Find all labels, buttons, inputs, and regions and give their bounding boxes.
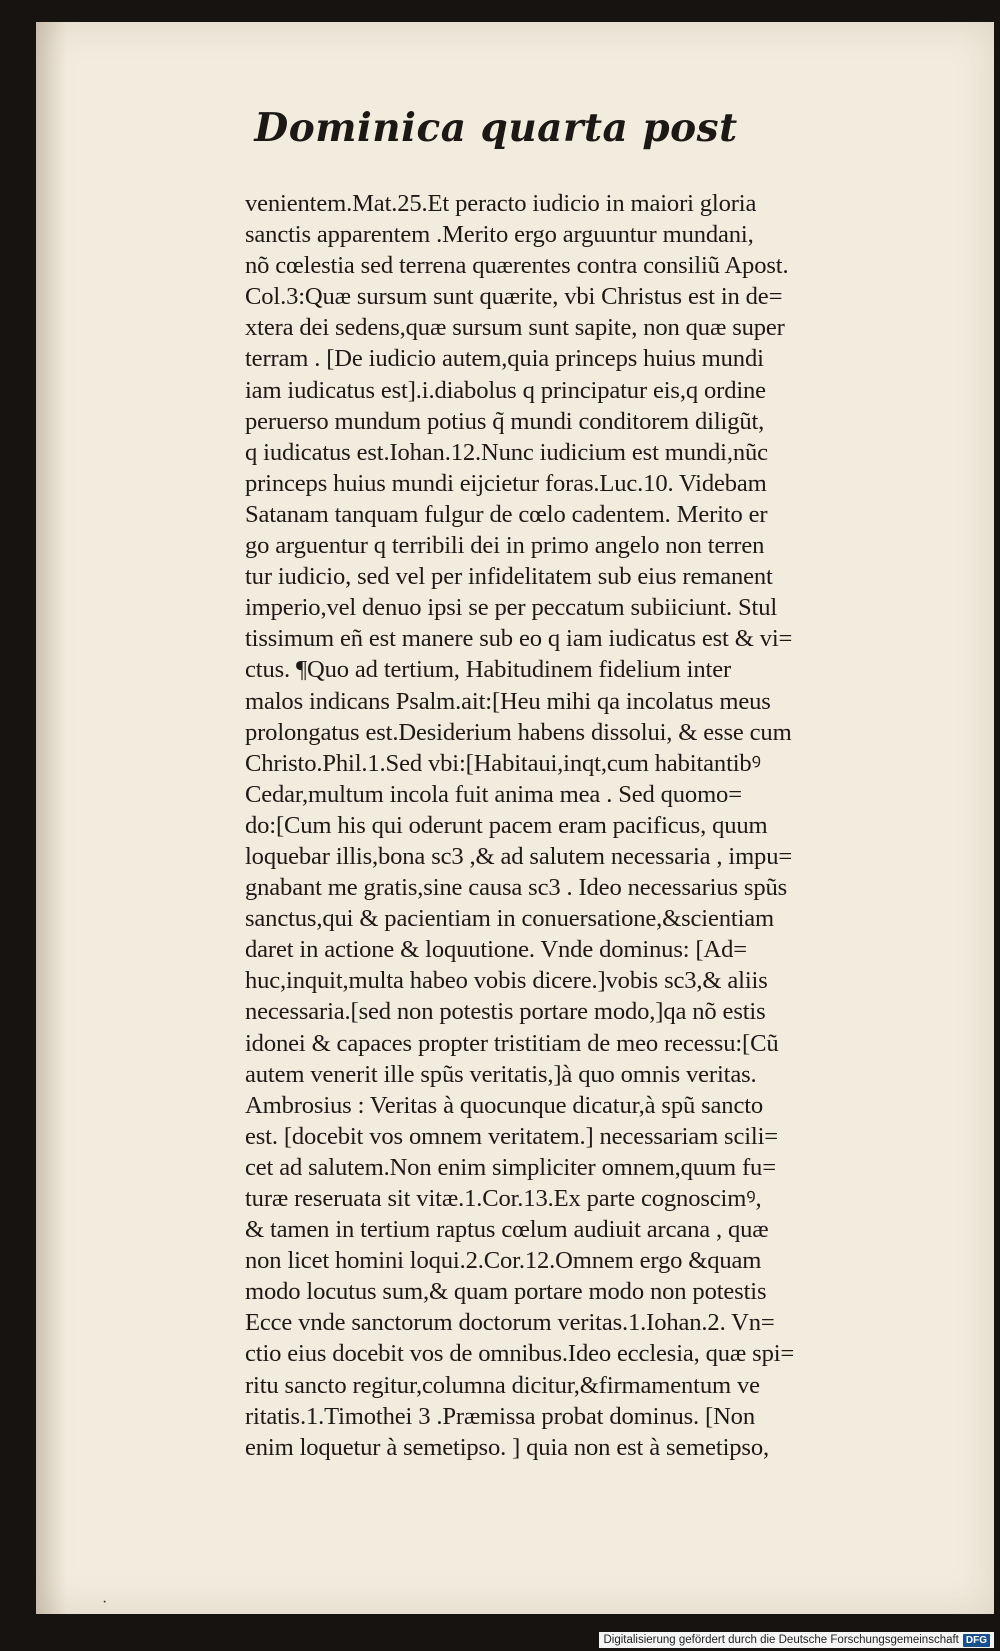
text-line: tur iudicio, sed vel per infidelitatem sub eius remanent — [245, 563, 773, 591]
text-line: do:[Cum his qui oderunt pacem eram pacificus, quum — [245, 811, 768, 839]
digitization-credit — [599, 1632, 994, 1648]
text-line: tissimum eñ est manere sub eo q iam iudicatus est & vi= — [245, 625, 793, 653]
text-line: ritu sancto regitur,columna dicitur,&firmamentum ve — [245, 1371, 760, 1399]
text-line: sanctus,qui & pacientiam in conuersatione,&scientiam — [245, 905, 775, 933]
text-line: imperio,vel denuo ipsi se per peccatum subiiciunt. Stul — [245, 594, 778, 622]
credit-text: Digitalisierung gefördert durch die Deutsche Forschungsgemeinschaft — [603, 1634, 959, 1646]
text-line: go arguentur q terribili dei in primo angelo non terren — [245, 532, 765, 560]
corner-mark: · — [102, 1594, 108, 1611]
text-line: peruerso mundum potius q̃ mundi conditorem diligũt, — [245, 407, 765, 435]
text-line: xtera dei sedens,quæ sursum sunt sapite, non quæ super — [245, 314, 785, 342]
text-line: prolongatus est.Desiderium habens dissolui, & esse cum — [245, 718, 792, 746]
text-line: est. [docebit vos omnem veritatem.] necessariam scili= — [245, 1122, 778, 1150]
text-line: Ecce vnde sanctorum doctorum veritas.1.Iohan.2. Vn= — [245, 1309, 775, 1337]
body-text — [245, 188, 985, 1463]
text-line: nõ cœlestia sed terrena quærentes contra consiliũ Apost. — [245, 252, 789, 280]
text-line: necessaria.[sed non potestis portare modo,]qa nõ estis — [245, 998, 766, 1026]
text-line: venientem.Mat.25.Et peracto iudicio in maiori gloria — [245, 190, 757, 217]
text-line: non licet homini loqui.2.Cor.12.Omnem ergo &quam — [245, 1247, 762, 1275]
text-line: sanctis apparentem .Merito ergo arguuntur mundani, — [245, 221, 754, 249]
text-line: Satanam tanquam fulgur de cœlo cadentem. Merito er — [245, 500, 768, 528]
text-line: idonei & capaces propter tristitiam de meo recessu:[Cũ — [245, 1029, 779, 1057]
text-line: iam iudicatus est].i.diabolus q principatur eis,q ordine — [245, 376, 766, 404]
text-line: autem venerit ille spũs veritatis,]à quo omnis veritas. — [245, 1060, 757, 1088]
text-line: ritatis.1.Timothei 3 .Præmissa probat dominus. [Non — [245, 1402, 755, 1430]
text-line: cet ad salutem.Non enim simpliciter omnem,quum fu= — [245, 1153, 776, 1181]
text-line: Cedar,multum incola fuit anima mea . Sed quomo= — [245, 780, 742, 808]
text-line: gnabant me gratis,sine causa sc3 . Ideo necessarius spũs — [245, 874, 788, 902]
text-line: Ambrosius : Veritas à quocunque dicatur,à spũ sancto — [245, 1091, 764, 1119]
running-header: Dominica quarta post — [254, 105, 738, 151]
book-page — [36, 22, 994, 1614]
dfg-logo: DFG — [963, 1634, 990, 1647]
text-line: turæ reseruata sit vitæ.1.Cor.13.Ex parte cognoscimꝰ, — [245, 1185, 762, 1212]
text-line: & tamen in tertium raptus cœlum audiuit arcana , quæ — [245, 1216, 769, 1244]
text-line: malos indicans Psalm.ait:[Heu mihi qa incolatus meus — [245, 687, 771, 715]
text-line: enim loquetur à semetipso. ] quia non est à semetipso, — [245, 1433, 769, 1461]
text-line: daret in actione & loquutione. Vnde dominus: [Ad= — [245, 936, 747, 964]
text-line: princeps huius mundi eijcietur foras.Luc.10. Videbam — [245, 469, 767, 497]
text-line: Col.3:Quæ sursum sunt quærite, vbi Christus est in de= — [245, 283, 783, 311]
text-line: ctus. ¶Quo ad tertium, Habitudinem fidelium inter — [245, 656, 732, 684]
text-line: ctio eius docebit vos de omnibus.Ideo ecclesia, quæ spi= — [245, 1340, 795, 1368]
text-line: q iudicatus est.Iohan.12.Nunc iudicium est mundi,nũc — [245, 438, 768, 466]
text-line: Christo.Phil.1.Sed vbi:[Habitaui,inqt,cum habitantibꝰ — [245, 749, 761, 777]
text-line: modo locutus sum,& quam portare modo non potestis — [245, 1278, 767, 1306]
text-line: huc,inquit,multa habeo vobis dicere.]vobis sc3,& aliis — [245, 967, 768, 995]
text-line: loquebar illis,bona sc3 ,& ad salutem necessaria , impu= — [245, 842, 793, 870]
text-line: terram . [De iudicio autem,quia princeps huius mundi — [245, 345, 764, 373]
